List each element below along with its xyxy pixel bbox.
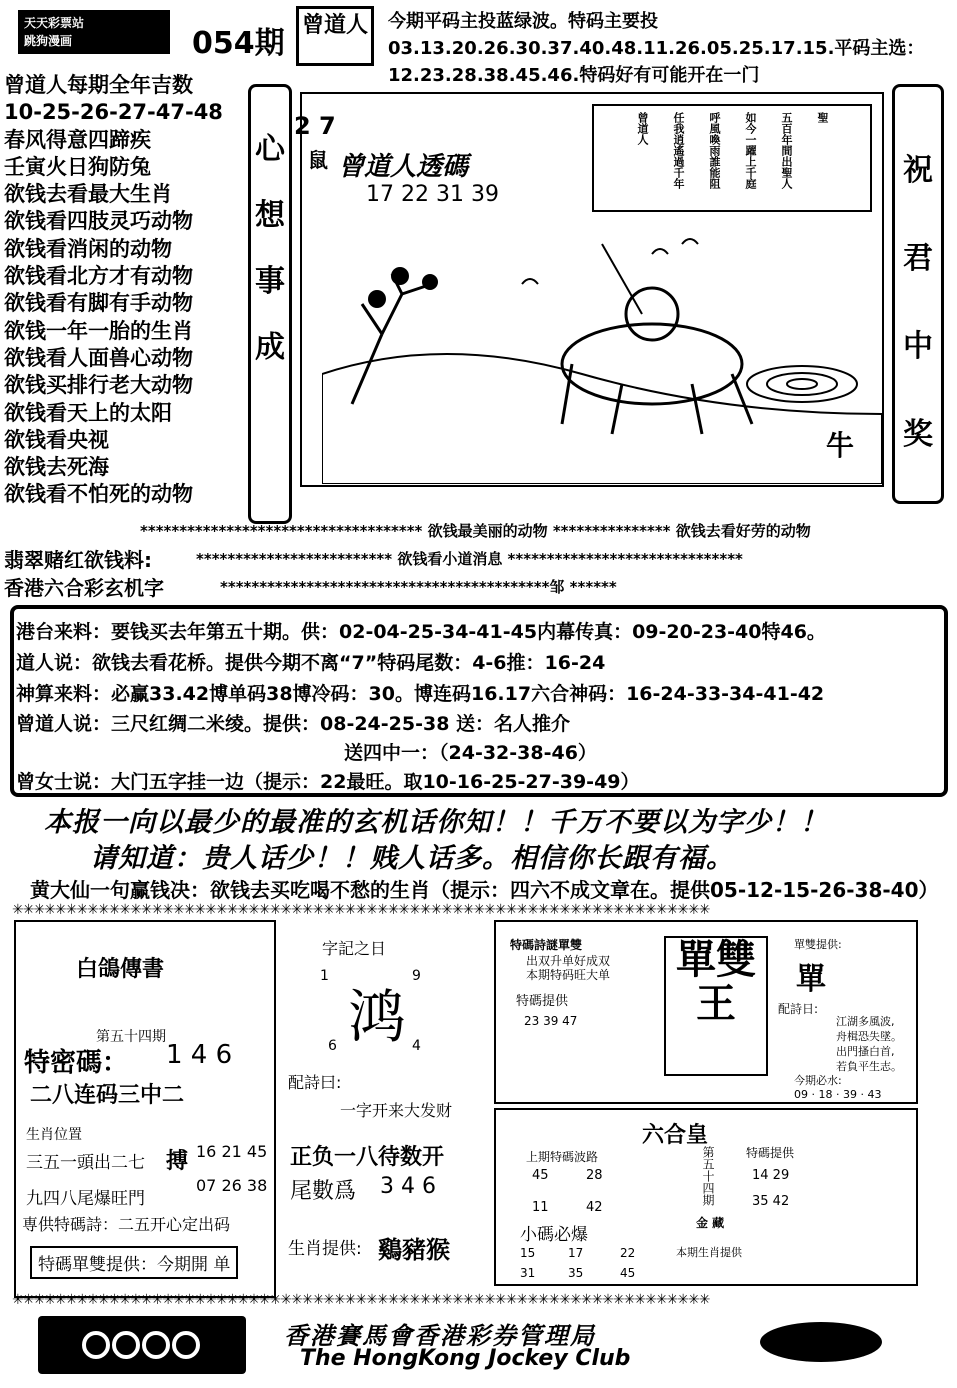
mini-scroll-col: 任我逍遙過千年 xyxy=(672,112,685,189)
liuhe-special-label: 特碼提供 xyxy=(746,1146,795,1160)
info-line: 道人说：欲钱去看花桥。提供今期不离“7”特码尾数：4-6推：16-24 xyxy=(16,652,606,674)
liuhe-num: 45 xyxy=(532,1168,549,1183)
left-line: 欲钱看北方才有动物 xyxy=(4,264,193,289)
sheng-line: 九四八尾爆旺門 xyxy=(26,1189,145,1209)
mini-scroll-col: 五百年間出聖人 xyxy=(780,112,793,189)
char-big: 鸿 xyxy=(348,983,407,1051)
right-vertical-char: 祝 xyxy=(903,153,933,188)
sd-poem-label: 配詩日: xyxy=(778,1002,819,1016)
sd-big: 單 xyxy=(676,937,716,983)
scroll-numbers: 17 22 31 39 xyxy=(366,182,499,207)
top-note: 今期平码主投蓝绿波。特码主要投03.13.20.26.30.37.40.48.11.26.05.25.17.15.平码主选：12.23.28.38.45.46.特码好有可能开在一门 xyxy=(388,11,925,86)
left-vertical-char: 成 xyxy=(255,330,285,365)
sd-special-label: 特碼提供 xyxy=(516,994,569,1009)
poem-label: 配詩曰: xyxy=(288,1073,342,1092)
pigeon-period: 第五十四期 xyxy=(96,1029,166,1045)
pair-line: 二八连码三中二 xyxy=(30,1083,185,1108)
bet-char: 搏 xyxy=(166,1149,189,1174)
liuhe-num: 42 xyxy=(586,1200,603,1215)
stars-line-3-label: 香港六合彩玄机字 xyxy=(4,576,164,600)
scroll-top-nums: 2 7 xyxy=(294,112,336,140)
sd-big-box xyxy=(664,936,768,1076)
pigeon-poem: 専供特碼詩：二五开心定出码 xyxy=(22,1215,231,1234)
liuhe-small-num: 35 xyxy=(568,1266,584,1280)
left-line: 欲钱看消闲的动物 xyxy=(4,236,172,261)
char-n4: 4 xyxy=(412,1038,421,1054)
left-vertical-char: 心 xyxy=(255,132,285,167)
left-vertical-char: 想 xyxy=(255,198,285,233)
stars-line-2-label: 翡翠赌红欲钱料: xyxy=(4,548,152,572)
liuhe-small-num: 31 xyxy=(520,1266,536,1280)
liuhe-num: 14 29 xyxy=(752,1168,790,1183)
ox-label: 牛 xyxy=(826,429,855,462)
hkjc-en: The HongKong Jockey Club xyxy=(300,1346,631,1371)
slogan-1: 本报一向以最少的最准的玄机话你知！！千万不要以为字少！！ xyxy=(44,807,828,838)
liuhe-num: 28 xyxy=(586,1168,603,1183)
char-n9: 9 xyxy=(412,968,421,984)
liuhe-small: 小碼必爆 xyxy=(520,1225,588,1245)
sd-poem-line: 出門搔白首, xyxy=(836,1045,895,1058)
sd-today: 今期必水: xyxy=(794,1074,842,1087)
logo xyxy=(18,10,170,54)
left-line: 欲钱看央视 xyxy=(4,427,109,452)
liuhe-num: 35 42 xyxy=(752,1194,790,1209)
sd-big: 雙 xyxy=(716,937,756,983)
liuhe-panel xyxy=(494,1108,918,1286)
sd-provide: 單雙提供: xyxy=(794,938,842,951)
left-line: 欲钱看四肢灵巧动物 xyxy=(4,209,193,234)
single-double-panel xyxy=(494,920,918,1104)
right-vertical-char: 奖 xyxy=(903,417,933,452)
scroll-right-roll xyxy=(892,84,944,504)
left-line: 春风得意四蹄疾 xyxy=(4,127,151,152)
char-n1: 1 xyxy=(320,968,329,984)
special-code-label: 特密碼： xyxy=(24,1048,129,1078)
left-line: 欲钱一年一胎的生肖 xyxy=(4,318,193,343)
info-line: 神算来料：必赢33.42博单码38博冷码：30。博连码16.17六合神码：16-24-33-34-41-42 xyxy=(16,683,825,705)
left-line: 10-25-26-27-47-48 xyxy=(4,100,223,125)
char-n6: 6 xyxy=(328,1038,337,1054)
logo-line-1: 天天彩票站 xyxy=(24,16,85,30)
liuhe-period: 第五十四期 xyxy=(701,1146,715,1206)
scroll-title: 曾道人透碼 xyxy=(338,152,469,182)
liuhe-small-num: 45 xyxy=(620,1266,636,1280)
wong-tai-sin: 黄大仙一句赢钱决：欲钱去买吃喝不愁的生肖（提示：四六不成文章在。提供05-12-15-26-38-40） xyxy=(30,878,939,902)
left-line: 壬寅火日狗防兔 xyxy=(4,154,151,179)
scroll-left-roll xyxy=(248,84,292,524)
sd-sub: 出双升单好成双 xyxy=(526,954,611,968)
mini-scroll-title: 聖 xyxy=(816,112,829,123)
scroll-top-zodiac: 鼠 xyxy=(308,148,328,172)
left-line: 欲钱看人面兽心动物 xyxy=(4,345,193,370)
nums-a: 16 21 45 xyxy=(196,1142,268,1161)
slogan-2: 请知道：贵人话少！！贱人话多。相信你长跟有福。 xyxy=(90,843,734,874)
right-vertical-char: 中 xyxy=(903,329,933,364)
sd-sub: 本期特码旺大单 xyxy=(526,968,611,982)
seal-stamp: 曾道人 xyxy=(296,6,374,66)
sheng-line: 三五一頭出二七 xyxy=(26,1153,145,1173)
liuhe-title: 六合皇 xyxy=(642,1123,709,1148)
logo-line-2: 跳狗漫画 xyxy=(24,34,73,48)
single-double: 特碼單雙提供：今期開 单 xyxy=(30,1246,238,1279)
tail-nums: 3 4 6 xyxy=(380,1174,436,1199)
left-line: 欲钱去死海 xyxy=(4,455,109,480)
stars-line-1: ************************************ 欲钱最美丽的动物 *************** 欲钱去看好劳的动物 xyxy=(140,522,811,540)
ox-illustration xyxy=(322,214,882,484)
left-column xyxy=(4,72,244,509)
left-line: 欲钱看不怕死的动物 xyxy=(4,482,193,507)
hkjc-logo-right xyxy=(760,1322,882,1362)
sd-nums: 23 39 47 xyxy=(524,1014,578,1028)
liuhe-small-num: 22 xyxy=(620,1246,636,1260)
left-line: 欲钱买排行老大动物 xyxy=(4,373,193,398)
hkjc-logo-left xyxy=(38,1316,246,1374)
sd-big: 王 xyxy=(696,981,736,1027)
info-line: 港台来料：要钱买去年第五十期。供：02-04-25-34-41-45内幕传真：09-20-23-40特46。 xyxy=(16,621,826,643)
sd-poem xyxy=(836,1014,902,1074)
sd-single: 單 xyxy=(796,962,826,997)
positive-line: 正负一八待数开 xyxy=(290,1145,445,1170)
char-panel xyxy=(284,930,484,1300)
hkjc-cn: 香港賽馬會香港彩券管理局 xyxy=(284,1322,596,1350)
pigeon-panel xyxy=(14,920,276,1298)
pigeon-title: 白鴿傳書 xyxy=(76,957,165,982)
liuhe-provide: 本期生肖提供 xyxy=(676,1246,742,1259)
mini-scroll-col: 曾道人 xyxy=(636,112,649,145)
info-line: 曾道人说：三尺红绸二米绫。提供：08-24-25-38 送：名人推介 xyxy=(16,713,571,735)
mini-scroll xyxy=(592,104,872,212)
mini-scroll-col: 呼風喚雨誰能阻 xyxy=(708,112,721,189)
mini-scroll-col: 如今一躍上千庭 xyxy=(744,112,757,189)
left-line: 欲钱去看最大生肖 xyxy=(4,182,172,207)
sd-title: 特碼詩謎單雙 xyxy=(510,938,583,952)
sd-poem-line: 江湖多風波, xyxy=(836,1015,895,1028)
hkjc-emblem-icon xyxy=(38,1316,246,1374)
stars-line-3: ******************************************邹 ****** xyxy=(220,578,617,596)
sd-poem-line: 舟楫恐失墜。 xyxy=(836,1030,902,1043)
sheng-label: 生肖位置 xyxy=(26,1127,82,1143)
info-line: 曾女士说：大门五字挂一边（提示：22最旺。取10-16-25-27-39-49） xyxy=(16,771,640,793)
liuhe-wave: 上期特碼波路 xyxy=(526,1150,599,1164)
stars-line-2: ************************* 欲钱看小道消息 ****************************** xyxy=(196,550,743,568)
zodiac-label: 生肖提供: xyxy=(288,1239,362,1259)
left-line: 欲钱看天上的太阳 xyxy=(4,400,172,425)
left-line: 欲钱看有脚有手动物 xyxy=(4,291,193,316)
zodiac-value: 鷄豬猴 xyxy=(378,1236,450,1264)
liuhe-num: 11 xyxy=(532,1200,549,1215)
liuhe-small-num: 15 xyxy=(520,1246,536,1260)
right-vertical-char: 君 xyxy=(903,241,933,276)
char-poem: 一字开来大发财 xyxy=(340,1101,453,1120)
liuhe-gold: 金 藏 xyxy=(696,1216,725,1230)
issue-number: 054期 xyxy=(192,26,285,61)
tail-label: 尾數爲 xyxy=(290,1179,357,1204)
divider-stars: ✳✳✳✳✳✳✳✳✳✳✳✳✳✳✳✳✳✳✳✳✳✳✳✳✳✳✳✳✳✳✳✳✳✳✳✳✳✳✳✳✳✳✳✳✳✳✳✳✳✳✳✳✳✳✳✳✳✳✳✳✳✳✳✳✳ xyxy=(12,1292,710,1308)
sd-bottom-nums: 09 · 18 · 39 · 43 xyxy=(794,1088,882,1101)
left-vertical-char: 事 xyxy=(255,264,285,299)
sd-poem-line: 若負平生志。 xyxy=(836,1060,902,1073)
liuhe-small-num: 17 xyxy=(568,1246,584,1260)
divider-stars: ✳✳✳✳✳✳✳✳✳✳✳✳✳✳✳✳✳✳✳✳✳✳✳✳✳✳✳✳✳✳✳✳✳✳✳✳✳✳✳✳✳✳✳✳✳✳✳✳✳✳✳✳✳✳✳✳✳✳✳✳✳✳✳✳✳ xyxy=(12,902,710,918)
char-header: 字記之日 xyxy=(322,939,387,958)
special-code-nums: 1 4 6 xyxy=(166,1040,233,1070)
left-line: 曾道人每期全年吉数 xyxy=(4,73,193,97)
nums-b: 07 26 38 xyxy=(196,1176,268,1195)
info-line: 送四中一：（24-32-38-46） xyxy=(344,742,597,764)
